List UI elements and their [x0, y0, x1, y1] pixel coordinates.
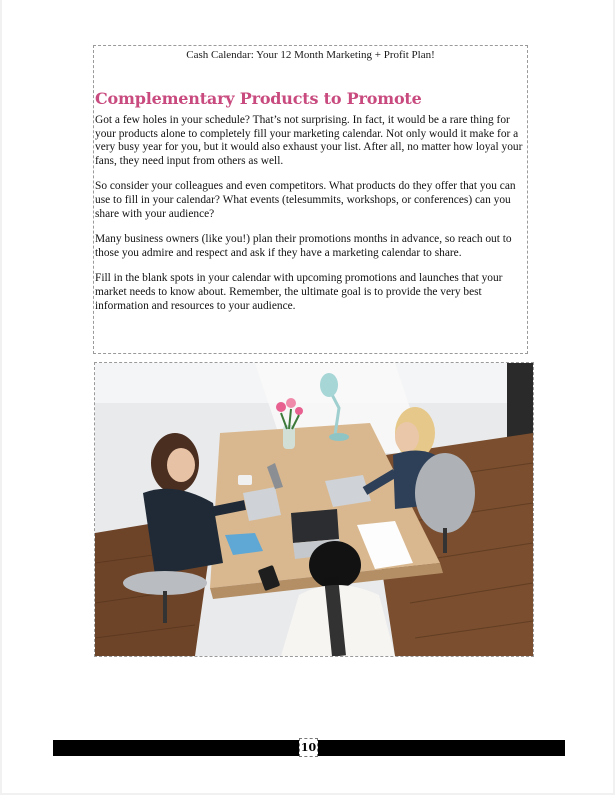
- body-paragraph-1: Got a few holes in your schedule? That’s not surprising. In fact, it would be a rare thing for your products alone to completely fill your marketing calendar. Not only would it make for a very busy year for you, but it would also exhaust your list. After all, no matter how loyal your fans, they need input from others as well.: [95, 114, 523, 167]
- section-heading: Complementary Products to Promote: [95, 89, 422, 108]
- document-page: [2, 0, 613, 793]
- page-number: 10: [299, 738, 318, 757]
- meeting-photo[interactable]: [94, 362, 534, 657]
- body-paragraph-2: So consider your colleagues and even competitors. What products do they offer that you can use to fill in your calendar? What events (telesummits, workshops, or conferences) can you share with your audience?: [95, 180, 516, 220]
- text-frame[interactable]: [93, 45, 528, 354]
- running-header: Cash Calendar: Your 12 Month Marketing + Profit Plan!: [186, 49, 435, 61]
- body-paragraph-4: Fill in the blank spots in your calendar with upcoming promotions and launches that your market needs to know about. Remember, the ultimate goal is to provide the very best information and resources to your audience.: [95, 272, 503, 312]
- meeting-photo-illustration: [95, 363, 533, 656]
- body-paragraph-3: Many business owners (like you!) plan their promotions months in advance, so reach out to those you admire and respect and ask if they have a marketing calendar to share.: [95, 233, 512, 259]
